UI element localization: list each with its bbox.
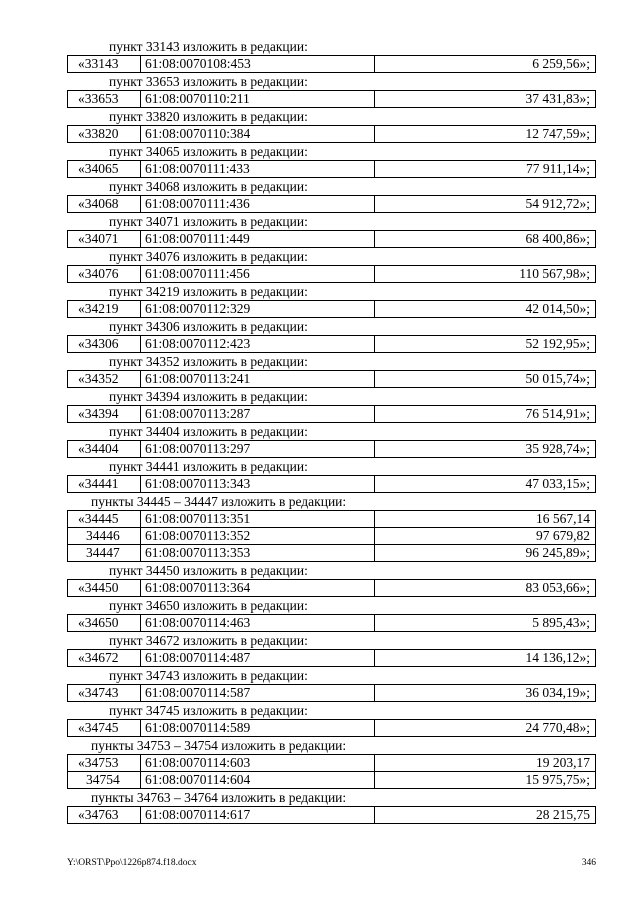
amendment-heading: пункт 34743 изложить в редакции: [109,668,308,683]
amendment-heading: пункт 34404 изложить в редакции: [109,424,308,439]
amendment-table [67,265,596,283]
amendment-heading: пункт 34672 изложить в редакции: [109,633,308,648]
cadastral-number-cell: 61:08:0070113:351 [141,511,375,528]
cadastral-number-cell: 61:08:0070113:352 [141,528,375,545]
cadastral-number-cell: 61:08:0070111:449 [141,231,375,248]
amendment-table [67,90,596,108]
table-row [68,615,596,632]
value-cell: 28 215,75 [375,807,596,824]
amendment-table [67,754,596,789]
cadastral-number-cell: 61:08:0070114:617 [141,807,375,824]
cadastral-number-cell: 61:08:0070113:241 [141,371,375,388]
table-row [68,91,596,108]
cadastral-number-cell: 61:08:0070113:287 [141,406,375,423]
table-row [68,528,596,545]
item-number-cell: «33653 [68,91,141,108]
value-cell: 110 567,98»; [375,266,596,283]
page-number: 346 [581,858,596,868]
value-cell: 14 136,12»; [375,650,596,667]
item-number-cell: 34446 [68,528,141,545]
amendment-heading: пункты 34753 – 34754 изложить в редакции: [91,738,347,753]
item-number-cell: «34394 [68,406,141,423]
amendment-heading: пункт 33820 изложить в редакции: [109,109,308,124]
amendment-heading: пункт 34352 изложить в редакции: [109,354,308,369]
value-cell: 15 975,75»; [375,772,596,789]
amendment-table [67,684,596,702]
cadastral-number-cell: 61:08:0070114:604 [141,772,375,789]
value-cell: 5 895,43»; [375,615,596,632]
item-number-cell: «34352 [68,371,141,388]
amendment-table [67,510,596,562]
item-number-cell: «34404 [68,441,141,458]
amendment-heading: пункт 34065 изложить в редакции: [109,144,308,159]
cadastral-number-cell: 61:08:0070114:487 [141,650,375,667]
amendment-heading: пункт 34394 изложить в редакции: [109,389,308,404]
amendment-heading: пункт 34450 изложить в редакции: [109,563,308,578]
value-cell: 24 770,48»; [375,720,596,737]
cadastral-number-cell: 61:08:0070114:589 [141,720,375,737]
value-cell: 77 911,14»; [375,161,596,178]
value-cell: 16 567,14 [375,511,596,528]
amendment-heading: пункт 34219 изложить в редакции: [109,284,308,299]
cadastral-number-cell: 61:08:0070110:211 [141,91,375,108]
amendment-table [67,649,596,667]
value-cell: 36 034,19»; [375,685,596,702]
table-row [68,336,596,353]
item-number-cell: «34745 [68,720,141,737]
cadastral-number-cell: 61:08:0070113:353 [141,545,375,562]
cadastral-number-cell: 61:08:0070113:364 [141,580,375,597]
amendment-table [67,475,596,493]
cadastral-number-cell: 61:08:0070111:436 [141,196,375,213]
amendment-heading: пункт 34071 изложить в редакции: [109,214,308,229]
value-cell: 47 033,15»; [375,476,596,493]
value-cell: 12 747,59»; [375,126,596,143]
item-number-cell: «33820 [68,126,141,143]
cadastral-number-cell: 61:08:0070114:603 [141,755,375,772]
page-footer [67,856,596,870]
value-cell: 42 014,50»; [375,301,596,318]
cadastral-number-cell: 61:08:0070111:433 [141,161,375,178]
item-number-cell: 34447 [68,545,141,562]
item-number-cell: «34672 [68,650,141,667]
table-row [68,441,596,458]
item-number-cell: 34754 [68,772,141,789]
amendment-heading: пункт 33143 изложить в редакции: [109,39,308,54]
value-cell: 35 928,74»; [375,441,596,458]
cadastral-number-cell: 61:08:0070113:343 [141,476,375,493]
table-row [68,720,596,737]
cadastral-number-cell: 61:08:0070111:456 [141,266,375,283]
table-row [68,126,596,143]
item-number-cell: «34743 [68,685,141,702]
item-number-cell: «34306 [68,336,141,353]
amendment-heading: пункт 33653 изложить в редакции: [109,74,308,89]
cadastral-number-cell: 61:08:0070108:453 [141,56,375,73]
value-cell: 54 912,72»; [375,196,596,213]
item-number-cell: «34071 [68,231,141,248]
amendment-heading: пункт 34306 изложить в редакции: [109,319,308,334]
table-row [68,371,596,388]
amendment-table [67,405,596,423]
table-row [68,772,596,789]
item-number-cell: «34219 [68,301,141,318]
table-row [68,511,596,528]
cadastral-number-cell: 61:08:0070114:587 [141,685,375,702]
table-row [68,301,596,318]
item-number-cell: «34763 [68,807,141,824]
item-number-cell: «34065 [68,161,141,178]
table-row [68,266,596,283]
table-row [68,476,596,493]
value-cell: 96 245,89»; [375,545,596,562]
amendment-heading: пункт 34650 изложить в редакции: [109,598,308,613]
cadastral-number-cell: 61:08:0070114:463 [141,615,375,632]
value-cell: 97 679,82 [375,528,596,545]
amendment-table [67,160,596,178]
amendment-heading: пункты 34763 – 34764 изложить в редакции: [91,790,347,805]
amendment-table [67,230,596,248]
value-cell: 50 015,74»; [375,371,596,388]
item-number-cell: «34068 [68,196,141,213]
amendment-heading: пункт 34068 изложить в редакции: [109,179,308,194]
amendment-table [67,806,596,824]
amendment-table [67,440,596,458]
amendment-heading: пункт 34441 изложить в редакции: [109,459,308,474]
amendment-table [67,195,596,213]
cadastral-number-cell: 61:08:0070110:384 [141,126,375,143]
table-row [68,231,596,248]
value-cell: 6 259,56»; [375,56,596,73]
table-row [68,755,596,772]
amendment-table [67,125,596,143]
cadastral-number-cell: 61:08:0070113:297 [141,441,375,458]
item-number-cell: «34076 [68,266,141,283]
footer-file-path: Y:\ORST\Ppo\1226p874.f18.docx [67,858,197,868]
cadastral-number-cell: 61:08:0070112:423 [141,336,375,353]
amendment-heading: пункт 34745 изложить в редакции: [109,703,308,718]
amendment-table [67,370,596,388]
item-number-cell: «34450 [68,580,141,597]
amendment-table [67,335,596,353]
amendment-table [67,614,596,632]
value-cell: 37 431,83»; [375,91,596,108]
item-number-cell: «33143 [68,56,141,73]
amendment-table [67,579,596,597]
item-number-cell: «34650 [68,615,141,632]
value-cell: 76 514,91»; [375,406,596,423]
table-row [68,406,596,423]
table-row [68,650,596,667]
table-row [68,196,596,213]
item-number-cell: «34753 [68,755,141,772]
table-row [68,807,596,824]
table-row [68,161,596,178]
table-row [68,56,596,73]
table-row [68,580,596,597]
value-cell: 68 400,86»; [375,231,596,248]
amendment-table [67,55,596,73]
item-number-cell: «34445 [68,511,141,528]
value-cell: 19 203,17 [375,755,596,772]
item-number-cell: «34441 [68,476,141,493]
value-cell: 83 053,66»; [375,580,596,597]
table-row [68,685,596,702]
document-body [67,38,596,824]
value-cell: 52 192,95»; [375,336,596,353]
amendment-table [67,719,596,737]
amendment-heading: пункт 34076 изложить в редакции: [109,249,308,264]
amendment-table [67,300,596,318]
cadastral-number-cell: 61:08:0070112:329 [141,301,375,318]
table-row [68,545,596,562]
amendment-heading: пункты 34445 – 34447 изложить в редакции: [91,494,347,509]
